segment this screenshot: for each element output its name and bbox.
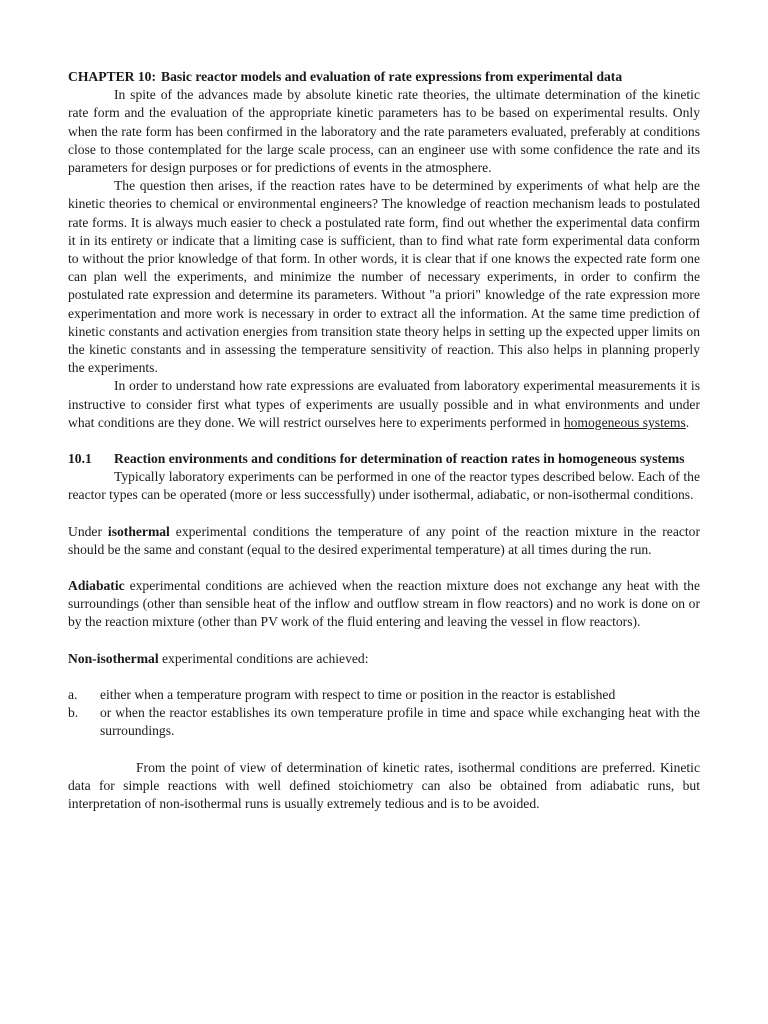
- isothermal-term: isothermal: [107, 523, 170, 539]
- closing-paragraph: From the point of view of determination of kinetic rates, isothermal conditions are preferred. Kinetic data for simple reactions with well defined stoichiometry can also be obtained from adiabatic runs, but interpretation of non-isothermal runs is usually extremely tedious and is to be avoided.: [68, 759, 700, 811]
- list-marker-a: a.: [68, 686, 78, 702]
- intro-paragraph-3: [68, 377, 700, 432]
- list-text-a: either when a temperature program with respect to time or position in the reactor is established: [100, 686, 616, 702]
- intro-paragraph-3-end: .: [685, 414, 690, 430]
- nonisothermal-text: experimental conditions are achieved:: [158, 650, 369, 666]
- intro-paragraph-3-text: In order to understand how rate expressions are evaluated from laboratory experimental measurements it is instructive to consider first what types of experiments are usually possible and in what environments and under what conditions are they done. We will restrict ourselves here to experiments performed in: [68, 378, 700, 430]
- nonisothermal-term: Non-isothermal: [68, 650, 159, 666]
- section-paragraph-1: Typically laboratory experiments can be performed in one of the reactor types described below. Each of the reactor types can be operated (more or less successfully) under isothermal, adiabatic, or non-isothermal conditions.: [68, 469, 700, 503]
- isothermal-prefix: Under: [68, 523, 108, 539]
- section-number: 10.1: [68, 451, 92, 467]
- chapter-label: CHAPTER 10:: [68, 69, 156, 84]
- adiabatic-paragraph: [68, 577, 700, 632]
- document-page: [68, 68, 700, 813]
- intro-paragraph-1: In spite of the advances made by absolute kinetic rate theories, the ultimate determination of the kinetic rate form and the evaluation of the appropriate kinetic parameters has to be based on experimental results. Only when the rate form has been confirmed in the laboratory and the rate parameters evaluated, preferably at conditions close to those contemplated for the large scale process, can an engineer use with some confidence the rate and its parameters for design purposes or for predictions of events in the atmosphere.: [68, 87, 700, 176]
- intro-paragraph-2: The question then arises, if the reaction rates have to be determined by experiments of what help are the kinetic theories to chemical or environmental engineers? The knowledge of reaction mechanism leads to postulated rate forms. It is always much easier to check a postulated rate form, find out whether the experimental data confirm it in its entirety or indicate that a limiting case is sufficient, than to find what rate form experimental data conform to without the prior knowledge of that form. In other words, it is clear that if one knows the expected rate form one can plan well the experiments, and minimize the number of necessary experiments, in order to confirm the postulated rate expression and determine its parameters. Without "a priori" knowledge of the rate expression more experimentation and more work is necessary in order to extract all the information. At the same time prediction of kinetic constants and activation energies from transition state theory helps in setting up the expected upper limits on the kinetic constants and in assessing the temperature sensitivity of reaction. This also helps in planning properly the experiments.: [68, 178, 700, 376]
- list-text-b: or when the reactor establishes its own temperature profile in time and space while exchanging heat with the surroundings.: [100, 705, 700, 739]
- chapter-heading: [68, 68, 700, 86]
- nonisothermal-paragraph: [68, 650, 700, 668]
- list-item: [68, 686, 700, 704]
- isothermal-paragraph: [68, 523, 700, 559]
- list-item: [68, 704, 700, 740]
- adiabatic-term: Adiabatic: [68, 578, 125, 594]
- adiabatic-text: experimental conditions are achieved when the reaction mixture does not exchange any heat with the surroundings (other than sensible heat of the inflow and outflow stream in flow reactors) and no work is done on or by the reaction mixture (other than PV work of the fluid entering and leaving the vessel in flow reactors).: [68, 578, 700, 630]
- isothermal-text: experimental conditions the temperature of any point of the reaction mixture in the reactor should be the same and constant (equal to the desired experimental temperature) at all times during the run.: [68, 523, 700, 557]
- list-marker-b: b.: [68, 705, 79, 721]
- homogeneous-systems-link[interactable]: homogeneous systems: [563, 414, 686, 430]
- chapter-title: Basic reactor models and evaluation of rate expressions from experimental data: [161, 69, 623, 84]
- section-title: Reaction environments and conditions for determination of reaction rates in homogeneous systems: [114, 451, 685, 467]
- section-heading: [68, 450, 700, 468]
